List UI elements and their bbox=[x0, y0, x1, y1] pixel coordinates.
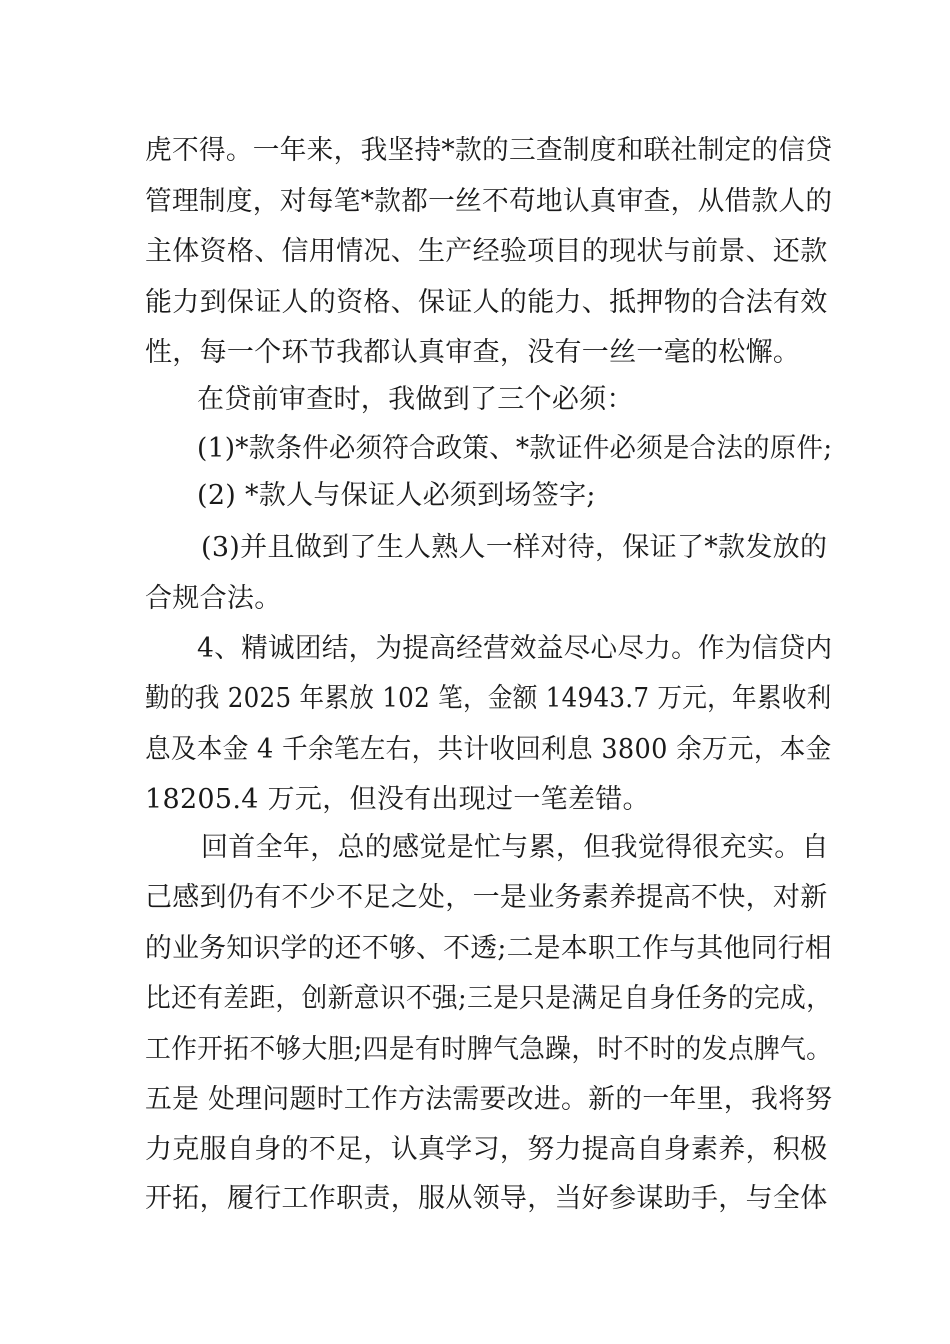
text-line: 合规合法。 bbox=[145, 583, 282, 614]
text-line: 主体资格、信用情况、生产经验项目的现状与前景、还款 bbox=[145, 236, 828, 267]
text-line: 开拓，履行工作职责，服从领导，当好参谋助手，与全体 bbox=[145, 1183, 828, 1214]
text-line: 的业务知识学的还不够、不透;二是本职工作与其他同行相 bbox=[145, 933, 832, 964]
text-line: 在贷前审查时，我做到了三个必须： bbox=[197, 384, 634, 415]
text-line: 息及本金 4 千余笔左右，共计收回利息 3800 余万元，本金 bbox=[145, 734, 832, 765]
text-line: 性，每一个环节我都认真审查，没有一丝一毫的松懈。 bbox=[145, 337, 801, 368]
text-line: 能力到保证人的资格、保证人的能力、抵押物的合法有效 bbox=[145, 287, 828, 318]
text-line: 虎不得。一年来，我坚持*款的三查制度和联社制定的信贷 bbox=[145, 135, 833, 166]
text-line: 管理制度，对每笔*款都一丝不苟地认真审查，从借款人的 bbox=[145, 186, 833, 217]
text-line: 五是 处理问题时工作方法需要改进。新的一年里，我将努 bbox=[145, 1084, 833, 1115]
text-line: 力克服自身的不足，认真学习，努力提高自身素养，积极 bbox=[145, 1134, 828, 1165]
text-line: 18205.4 万元，但没有出现过一笔差错。 bbox=[145, 784, 650, 815]
text-line: 比还有差距，创新意识不强;三是只是满足自身任务的完成， bbox=[145, 983, 833, 1014]
text-line: 勤的我 2025 年累放 102 笔，金额 14943.7 万元，年累收利 bbox=[145, 683, 832, 714]
text-line: 工作开拓不够大胆;四是有时脾气急躁，时不时的发点脾气。 bbox=[145, 1034, 833, 1065]
text-line: (1)*款条件必须符合政策、*款证件必须是合法的原件; bbox=[197, 433, 833, 464]
text-line: (2) *款人与保证人必须到场签字; bbox=[197, 480, 596, 511]
text-line: (3)并且做到了生人熟人一样对待，保证了*款发放的 bbox=[201, 532, 828, 563]
text-line: 己感到仍有不少不足之处，一是业务素养提高不快，对新 bbox=[145, 882, 828, 913]
text-line: 回首全年，总的感觉是忙与累，但我觉得很充实。自 bbox=[201, 832, 829, 863]
text-line: 4、精诚团结，为提高经营效益尽心尽力。作为信贷内 bbox=[197, 633, 833, 664]
